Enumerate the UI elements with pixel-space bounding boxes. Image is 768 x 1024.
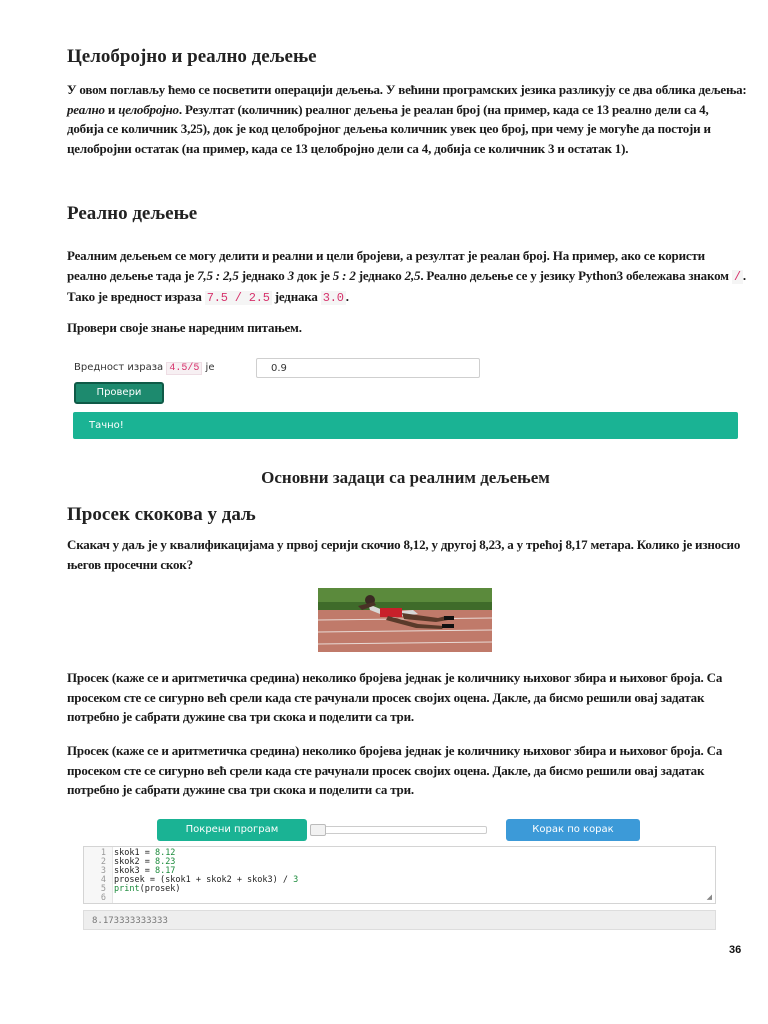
intro-text-b: . Резултат (количник) реалног дељења је реалан број (на пример, када се 13 реално дели са 4, добија се количник 3,25), док је код целобројног дељења количник увек цео број, при чему је могуће да постоји и целобројни остатак (на пример, када се 13 целобројно дели са 4, добија се количник 3 и остатак 1).	[67, 101, 711, 156]
step-slider-track[interactable]	[310, 826, 487, 834]
rd-text-g: једнака	[271, 289, 321, 304]
term-real: реално	[67, 101, 105, 117]
rd-text-f: . Тако је вредност израза	[67, 267, 746, 304]
division-operator-code: /	[733, 269, 741, 284]
task-paragraph: Скакач у даљ је у квалификацијама у првој серији скочио 8,12, у другој 8,23, а у трећој 8,17 метара. Колико је износио његов просечни скок?	[67, 537, 741, 572]
rd-text-e: . Реално дељење се у језику Python3 обележава знаком	[420, 267, 732, 283]
rd-example-1-result: 3	[287, 267, 294, 283]
page-number: 36	[729, 944, 742, 956]
resize-handle-icon[interactable]: ◢	[706, 893, 712, 901]
rd-text-h: .	[345, 289, 349, 304]
rd-text-b: једнако	[238, 267, 288, 283]
rd-text-d: једнако	[355, 267, 405, 283]
code-line: 2 skok2 = 8.23	[100, 857, 176, 867]
quiz-result-banner: Тачно!	[73, 412, 738, 439]
section-heading-division: Целобројно и реално дељење	[67, 46, 317, 67]
code-editor[interactable]	[83, 846, 716, 904]
code-line: 6	[100, 893, 106, 903]
intro-text-and: и	[104, 101, 119, 117]
real-division-paragraph	[67, 246, 747, 309]
intro-text-a: У овом поглављу ћемо се посветити операцији дељења. У већини програмских језика разликују се два облика дељења:	[67, 82, 747, 97]
code-line: 3 skok3 = 8.17	[100, 866, 176, 876]
long-jump-illustration	[318, 588, 492, 652]
intro-paragraph	[67, 80, 747, 158]
quiz-label-a: Вредност израза	[74, 362, 167, 373]
basic-tasks-heading: Основни задаци са реалним дељењем	[261, 468, 550, 487]
check-button[interactable]: Провери	[74, 382, 164, 404]
expression-code: 7.5 / 2.5	[206, 291, 270, 305]
code-line: 5 print(prosek)	[100, 884, 181, 894]
check-prompt: Провери своје знање наредним питањем.	[67, 320, 302, 335]
quiz-label-b: је	[202, 362, 215, 373]
step-slider-handle[interactable]	[310, 824, 326, 836]
task-heading-long-jump: Просек скокова у даљ	[67, 504, 256, 525]
expression-result-code: 3.0	[322, 291, 344, 305]
rd-text-a: Реалним дељењем се могу делити и реални и цели бројеви, а резултат је реалан број. На пример, ако се користи реално дељење тада је	[67, 248, 705, 283]
run-program-button[interactable]: Покрени програм	[157, 819, 307, 841]
rd-text-c: док је	[293, 267, 333, 283]
step-by-step-button[interactable]: Корак по корак	[506, 819, 640, 841]
average-paragraph-2: Просек (каже се и аритметичка средина) неколико бројева једнак је количнику њиховог збира и њиховог броја. Са просеком сте се сигурно већ срели када сте рачунали просек својих оцена. Дакле, да бисмо решили овај задатак потребно је сабрати дужине сва три скока и поделити са три.	[67, 743, 723, 797]
quiz-question	[74, 362, 214, 374]
rd-example-2: 5 : 2	[332, 267, 356, 283]
long-jump-photo	[318, 588, 492, 652]
quiz-answer-input[interactable]: 0.9	[256, 358, 480, 378]
quiz-expression: 4.5/5	[166, 362, 202, 375]
rd-example-2-result: 2,5	[404, 267, 421, 283]
rd-example-1: 7,5 : 2,5	[197, 267, 239, 283]
section-heading-real-division: Реално дељење	[67, 203, 198, 224]
code-line: 4 prosek = (skok1 + skok2 + skok3) / 3	[100, 875, 299, 885]
average-paragraph-1: Просек (каже се и аритметичка средина) неколико бројева једнак је количнику њиховог збира и њиховог броја. Са просеком сте се сигурно већ срели када сте рачунали просек својих оцена. Дакле, да бисмо решили овај задатак потребно је сабрати дужине сва три скока и поделити са три.	[67, 670, 723, 724]
term-integer: целобројно	[118, 101, 179, 117]
code-line: 1 skok1 = 8.12	[100, 848, 176, 858]
program-output: 8.173333333333	[83, 910, 716, 930]
